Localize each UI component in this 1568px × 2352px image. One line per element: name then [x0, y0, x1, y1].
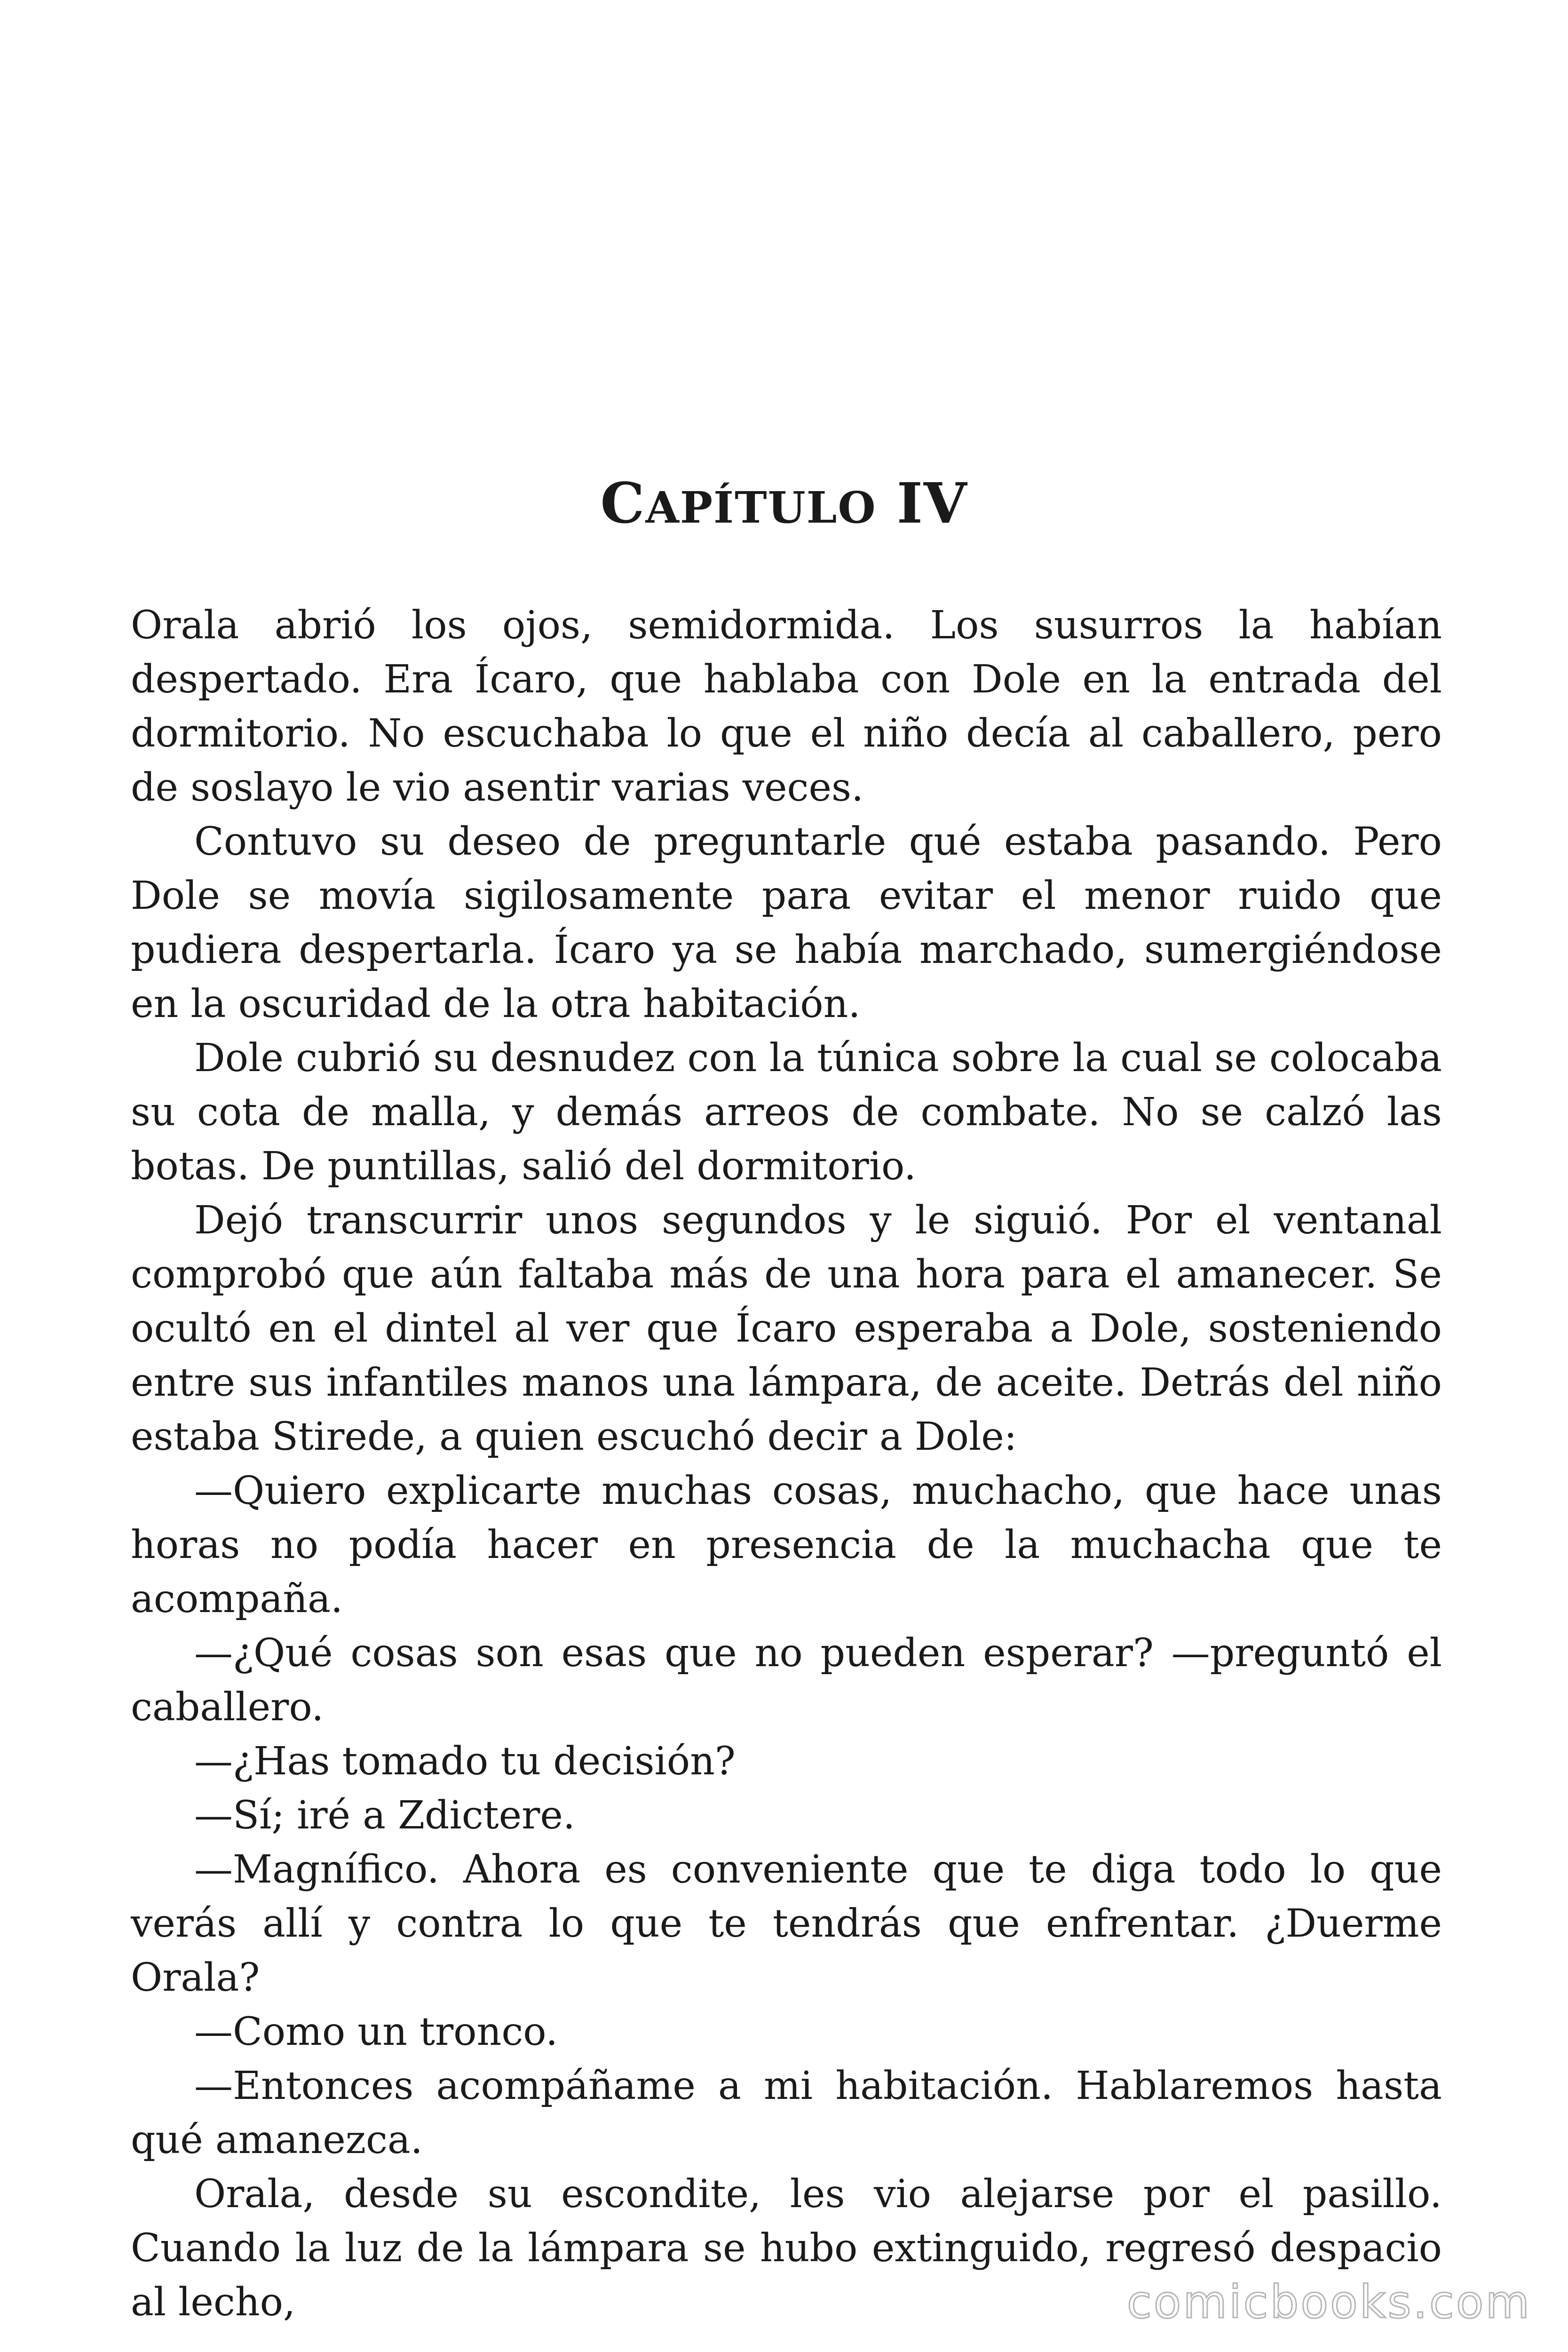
paragraph: Dejó transcurrir unos segundos y le siguió. Por el ventanal comprobó que aún faltaba más de una hora para el amanecer. Se ocultó en el dintel al ver que Ícaro esperaba a Dole, sosteniendo entre sus infantiles manos una lámpara, de aceite. Detrás del niño estaba Stirede, a quien escuchó decir a Dole: — [131, 1198, 1442, 1459]
chapter-title-initial: C — [600, 470, 646, 536]
dialogue-paragraph: —Como un tronco. — [194, 2010, 558, 2054]
paragraph: Orala abrió los ojos, semidormida. Los susurros la habían despertado. Era Ícaro, que hablaba con Dole en la entrada del dormitorio. No escuchaba lo que el niño decía al caballero, pero de soslayo le vio asentir varias veces. — [131, 603, 1442, 810]
chapter-body — [131, 598, 1442, 2329]
dialogue-paragraph: —Magnífico. Ahora es conveniente que te diga todo lo que verás allí y contra lo que te tendrás que enfrentar. ¿Duerme Orala? — [131, 1847, 1442, 2000]
paragraph: Dole cubrió su desnudez con la túnica sobre la cual se colocaba su cota de malla, y demás arreos de combate. No se calzó las botas. De puntillas, salió del dormitorio. — [131, 1036, 1442, 1189]
watermark-logo: comicbooks.com — [1126, 2276, 1531, 2328]
dialogue-paragraph: —¿Qué cosas son esas que no pueden esperar? —preguntó el caballero. — [131, 1631, 1442, 1730]
dialogue-paragraph: —¿Has tomado tu decisión? — [194, 1739, 736, 1784]
dialogue-paragraph: —Entonces acompáñame a mi habitación. Hablaremos hasta qué amanezca. — [131, 2064, 1442, 2162]
chapter-title — [0, 470, 1568, 536]
paragraph: Contuvo su deseo de preguntarle qué estaba pasando. Pero Dole se movía sigilosamente para evitar el menor ruido que pudiera despertarla. Ícaro ya se había marchado, sumergiéndose en la oscuridad de la otra habitación. — [131, 819, 1442, 1026]
dialogue-paragraph: —Sí; iré a Zdictere. — [194, 1793, 575, 1838]
dialogue-paragraph: —Quiero explicarte muchas cosas, muchacho, que hace unas horas no podía hacer en presencia de la muchacha que te acompaña. — [131, 1469, 1442, 1621]
chapter-number: IV — [896, 470, 968, 536]
chapter-title-rest: APÍTULO — [645, 482, 877, 533]
paragraph: Orala, desde su escondite, les vio alejarse por el pasillo. Cuando la luz de la lámpara se hubo extinguido, regresó despacio al lecho, — [131, 2172, 1442, 2325]
